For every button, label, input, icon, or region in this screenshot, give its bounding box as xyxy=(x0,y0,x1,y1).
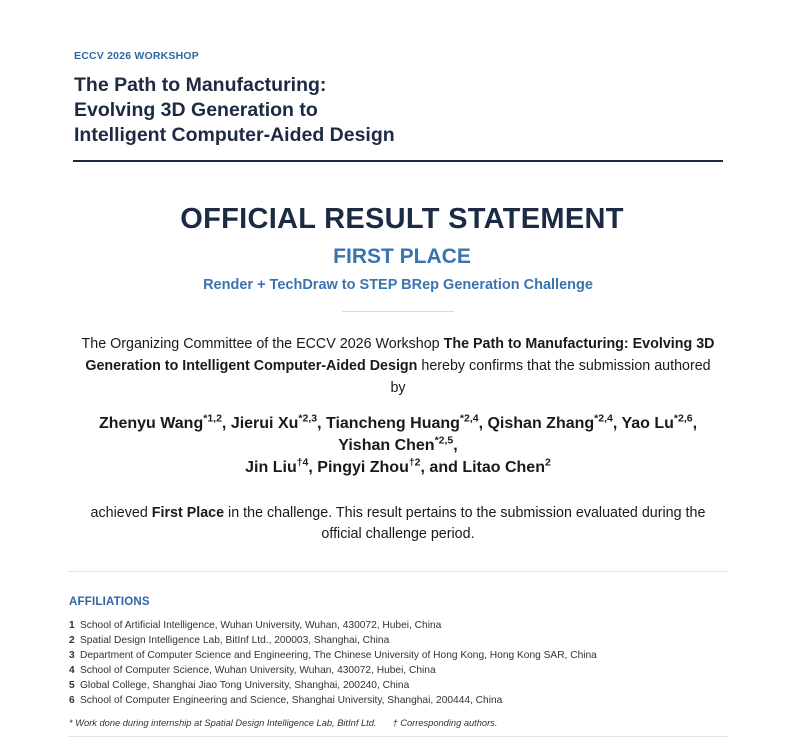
author xyxy=(245,456,318,476)
author-list xyxy=(60,413,736,479)
author xyxy=(98,412,231,432)
footnotes xyxy=(69,718,497,728)
affiliation-text: School of Artificial Intelligence, Wuhan University, Wuhan, 430072, Hubei, China xyxy=(80,620,442,631)
section-divider xyxy=(68,571,728,572)
place-label: FIRST PLACE xyxy=(333,245,471,268)
author-name: Jierui Xu xyxy=(230,415,299,432)
short-divider xyxy=(342,311,454,312)
author-separator: , and xyxy=(420,459,463,476)
author xyxy=(338,434,458,454)
affiliation-item xyxy=(69,618,597,633)
affiliation-item xyxy=(69,678,597,693)
affiliation-text: Global College, Shanghai Jiao Tong University, Shanghai, 200240, China xyxy=(80,680,410,691)
workshop-tag: ECCV 2026 WORKSHOP xyxy=(74,50,199,62)
intro-text: The Organizing Committee of the ECCV 2026 Workshop xyxy=(81,336,444,352)
author-separator: , xyxy=(612,415,622,432)
workshop-title-line: The Path to Manufacturing: xyxy=(74,74,327,96)
author-affiliation-marks: *1,2 xyxy=(203,412,222,425)
author xyxy=(230,412,326,432)
affiliations-heading: AFFILIATIONS xyxy=(69,596,150,608)
affiliation-text: School of Computer Engineering and Science, Shanghai University, Shanghai, 200444, China xyxy=(80,695,503,706)
intro-text: hereby confirms that the submission authored by xyxy=(390,358,711,396)
author xyxy=(462,456,551,476)
affiliation-text: Department of Computer Science and Engineering, The Chinese University of Hong Kong, Hong Kong SAR, China xyxy=(80,650,597,661)
affiliation-item xyxy=(69,648,597,663)
affiliation-number: 6 xyxy=(69,695,75,706)
affiliation-number: 5 xyxy=(69,680,75,691)
author-separator: , xyxy=(692,415,698,432)
affiliation-text: School of Computer Science, Wuhan University, Wuhan, 430072, Hubei, China xyxy=(80,665,436,676)
intro-paragraph xyxy=(80,333,716,399)
internship-note: * Work done during internship at Spatial Design Intelligence Lab, BitInf Ltd. xyxy=(69,718,377,728)
author-name: Qishan Zhang xyxy=(487,415,595,432)
challenge-name: Render + TechDraw to STEP BRep Generation Challenge xyxy=(203,277,593,293)
author-name: Tiancheng Huang xyxy=(325,415,460,432)
footer-divider xyxy=(68,736,728,737)
statement-heading: OFFICIAL RESULT STATEMENT xyxy=(180,203,624,235)
author-separator: , xyxy=(453,437,458,454)
header-divider xyxy=(73,160,723,162)
author xyxy=(487,412,622,432)
author-affiliation-marks: 2 xyxy=(544,456,551,469)
corresponding-note: † Corresponding authors. xyxy=(392,718,498,728)
affiliation-number: 2 xyxy=(69,635,75,646)
author-affiliation-marks: *2,4 xyxy=(594,412,613,425)
workshop-title xyxy=(74,73,395,148)
workshop-title-line: Evolving 3D Generation to xyxy=(74,99,318,121)
author xyxy=(317,456,463,476)
author-name: Jin Liu xyxy=(245,459,297,476)
affiliations-list xyxy=(69,618,597,708)
author-affiliation-marks: *2,6 xyxy=(673,412,693,425)
affiliation-text: Spatial Design Intelligence Lab, BitInf Ltd., 200003, Shanghai, China xyxy=(80,635,390,646)
author-name: Litao Chen xyxy=(462,459,545,476)
affiliation-item xyxy=(69,663,597,678)
author-name: Pingyi Zhou xyxy=(317,459,409,476)
result-paragraph xyxy=(80,503,716,545)
author-separator: , xyxy=(308,459,318,476)
affiliation-number: 3 xyxy=(69,650,75,661)
author-affiliation-marks: *2,5 xyxy=(434,434,454,447)
author-name: Zhenyu Wang xyxy=(98,415,204,432)
affiliation-item xyxy=(69,693,597,708)
affiliation-number: 1 xyxy=(69,620,75,631)
author-affiliation-marks: *2,3 xyxy=(298,412,318,425)
affiliation-item xyxy=(69,633,597,648)
author-affiliation-marks: †4 xyxy=(296,456,309,469)
author-name: Yao Lu xyxy=(621,415,674,432)
workshop-title-line: Intelligent Computer-Aided Design xyxy=(74,124,395,146)
intro-workshop-name: The Path to Manufacturing: Evolving 3D Generation to Intelligent Computer-Aided Design xyxy=(85,336,715,374)
author-affiliation-marks: *2,4 xyxy=(459,412,479,425)
result-text: achieved xyxy=(90,505,152,521)
result-text: in the challenge. This result pertains to the submission evaluated during the official challenge period. xyxy=(224,505,706,542)
author-name: Yishan Chen xyxy=(338,437,435,454)
author-affiliation-marks: †2 xyxy=(408,456,421,469)
result-place: First Place xyxy=(151,505,225,521)
author-separator: , xyxy=(221,415,231,432)
author-separator: , xyxy=(317,415,326,432)
author-separator: , xyxy=(478,415,488,432)
author xyxy=(325,412,488,432)
affiliation-number: 4 xyxy=(69,665,75,676)
author xyxy=(621,412,698,432)
